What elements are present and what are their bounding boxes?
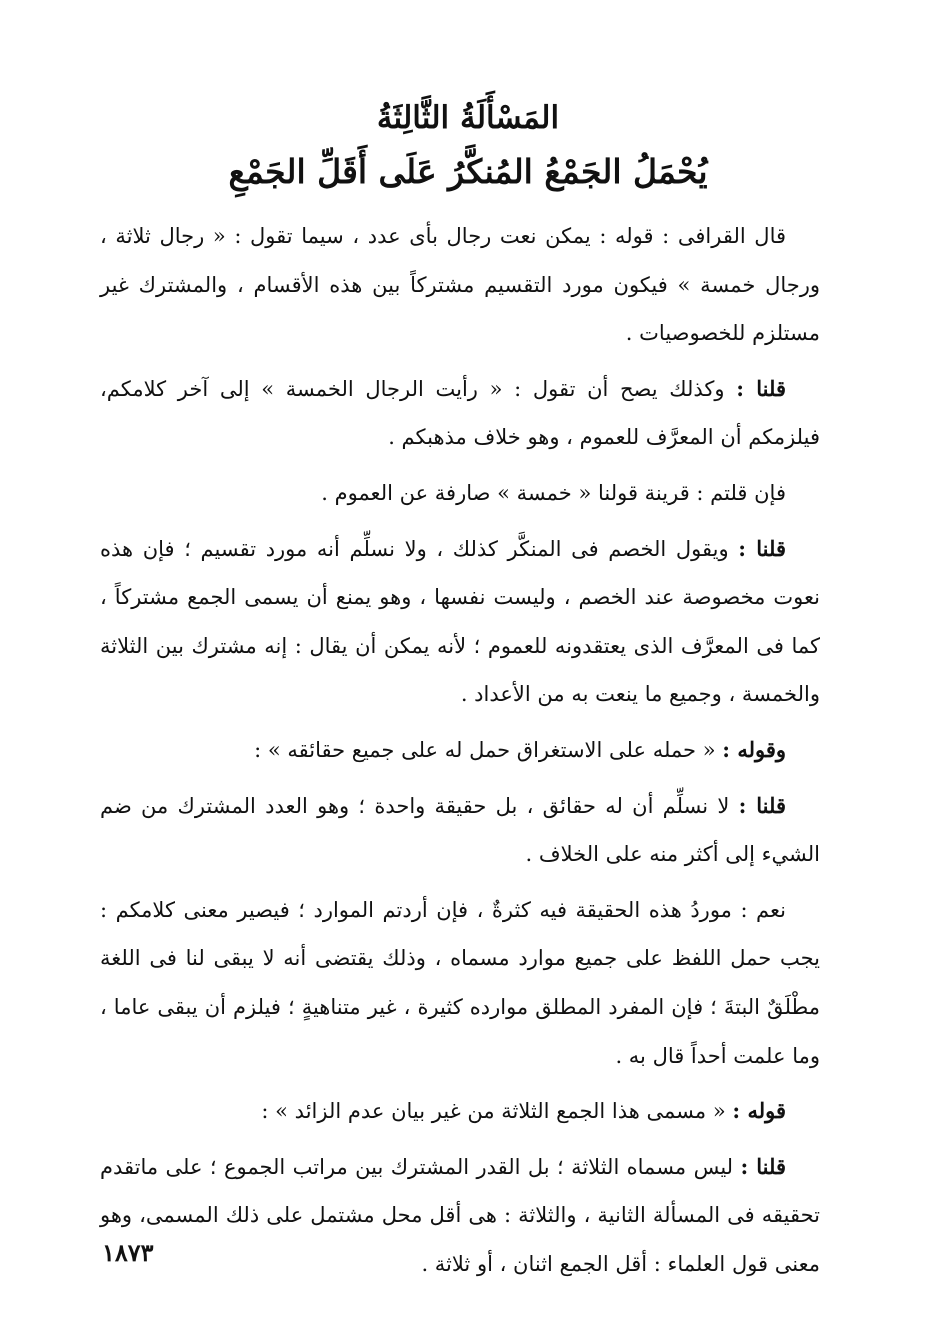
- paragraph-5: [100, 726, 820, 775]
- paragraph-lead: قوله :: [732, 1098, 786, 1124]
- paragraph-3: [100, 469, 820, 518]
- paragraph-text: قال القرافى : قوله : يمكن نعت رجال بأى عدد ، سيما تقول : « رجال ثلاثة ، ورجال خمسة » فيكون مورد التقسيم مشتركاً بين هذه الأقسام ، والمشترك غير مستلزم للخصوصيات .: [100, 224, 820, 346]
- paragraph-8: [100, 1087, 820, 1136]
- paragraph-text: لا نسلِّم أن له حقائق ، بل حقيقة واحدة ؛ وهو العدد المشترك من ضم الشيء إلى أكثر منه على الخلاف .: [100, 793, 820, 867]
- paragraph-2: [100, 365, 820, 462]
- paragraph-lead: قلنا :: [738, 792, 786, 818]
- paragraph-lead: وقوله :: [722, 736, 786, 762]
- paragraph-lead: قلنا :: [740, 1153, 786, 1179]
- paragraph-text: ليس مسماه الثلاثة ؛ بل القدر المشترك بين مراتب الجموع ؛ على ماتقدم تحقيقه فى المسألة الثانية ، والثلاثة : هى أقل محل مشتمل على ذلك المسمى، وهو معنى قول العلماء : أقل الجمع اثنان ، أو ثلاثة .: [100, 1154, 820, 1276]
- paragraph-text: « حمله على الاستغراق حمل له على جميع حقائقه » :: [254, 737, 716, 762]
- paragraph-text: فإن قلتم : قرينة قولنا « خمسة » صارفة عن العموم .: [321, 480, 786, 505]
- paragraph-text: نعم : موردُ هذه الحقيقة فيه كثرةٌ ، فإن أردتم الموارد ؛ فيصير معنى كلامكم : يجب حمل اللفظ على جميع موارد مسماه ، وذلك يقتضى أنه لا يبقى لنا فى اللغة مطْلَقٌ البتةَ ؛ فإن المفرد المطلق موارده كثيرة ، غير متناهيةٍ ؛ فيلزم أن يبقى عاما ، وما علمت أحداً قال به .: [100, 897, 820, 1068]
- paragraph-lead: قلنا :: [738, 535, 786, 561]
- paragraph-lead: قلنا :: [736, 375, 786, 401]
- issue-subtitle: يُحْمَلُ الجَمْعُ المُنكَّرُ عَلَى أَقَلِّ الجَمْعِ: [228, 152, 708, 191]
- paragraph-text: « مسمى هذا الجمع الثلاثة من غير بيان عدم الزائد » :: [261, 1099, 726, 1124]
- paragraph-9: [100, 1143, 820, 1289]
- paragraph-1: [100, 212, 820, 358]
- paragraph-text: ويقول الخصم فى المنكَّر كذلك ، ولا نسلِّم أنه مورد تقسيم ؛ فإن هذه نعوت مخصوصة عند الخصم ، وليست نفسها ، وهو يمنع أن يسمى الجمع مشتركاً ، كما فى المعرَّف الذى يعتقدونه للعموم ؛ لأنه يمكن أن يقال : إنه مشترك بين الثلاثة والخمسة ، وجميع ما ينعت به من الأعداد .: [100, 536, 820, 707]
- paragraph-6: [100, 782, 820, 879]
- paragraph-7: [100, 886, 820, 1080]
- body-text: [100, 212, 820, 1295]
- page-number: ١٨٧٣: [102, 1238, 154, 1267]
- paragraph-text: وكذلك يصح أن تقول : « رأيت الرجال الخمسة » إلى آخر كلامكم، فيلزمكم أن المعرَّف للعموم ، وهو خلاف مذهبكم .: [100, 376, 820, 450]
- issue-title: المَسْأَلَةُ الثَّالِثَةُ: [376, 100, 560, 136]
- paragraph-4: [100, 525, 820, 719]
